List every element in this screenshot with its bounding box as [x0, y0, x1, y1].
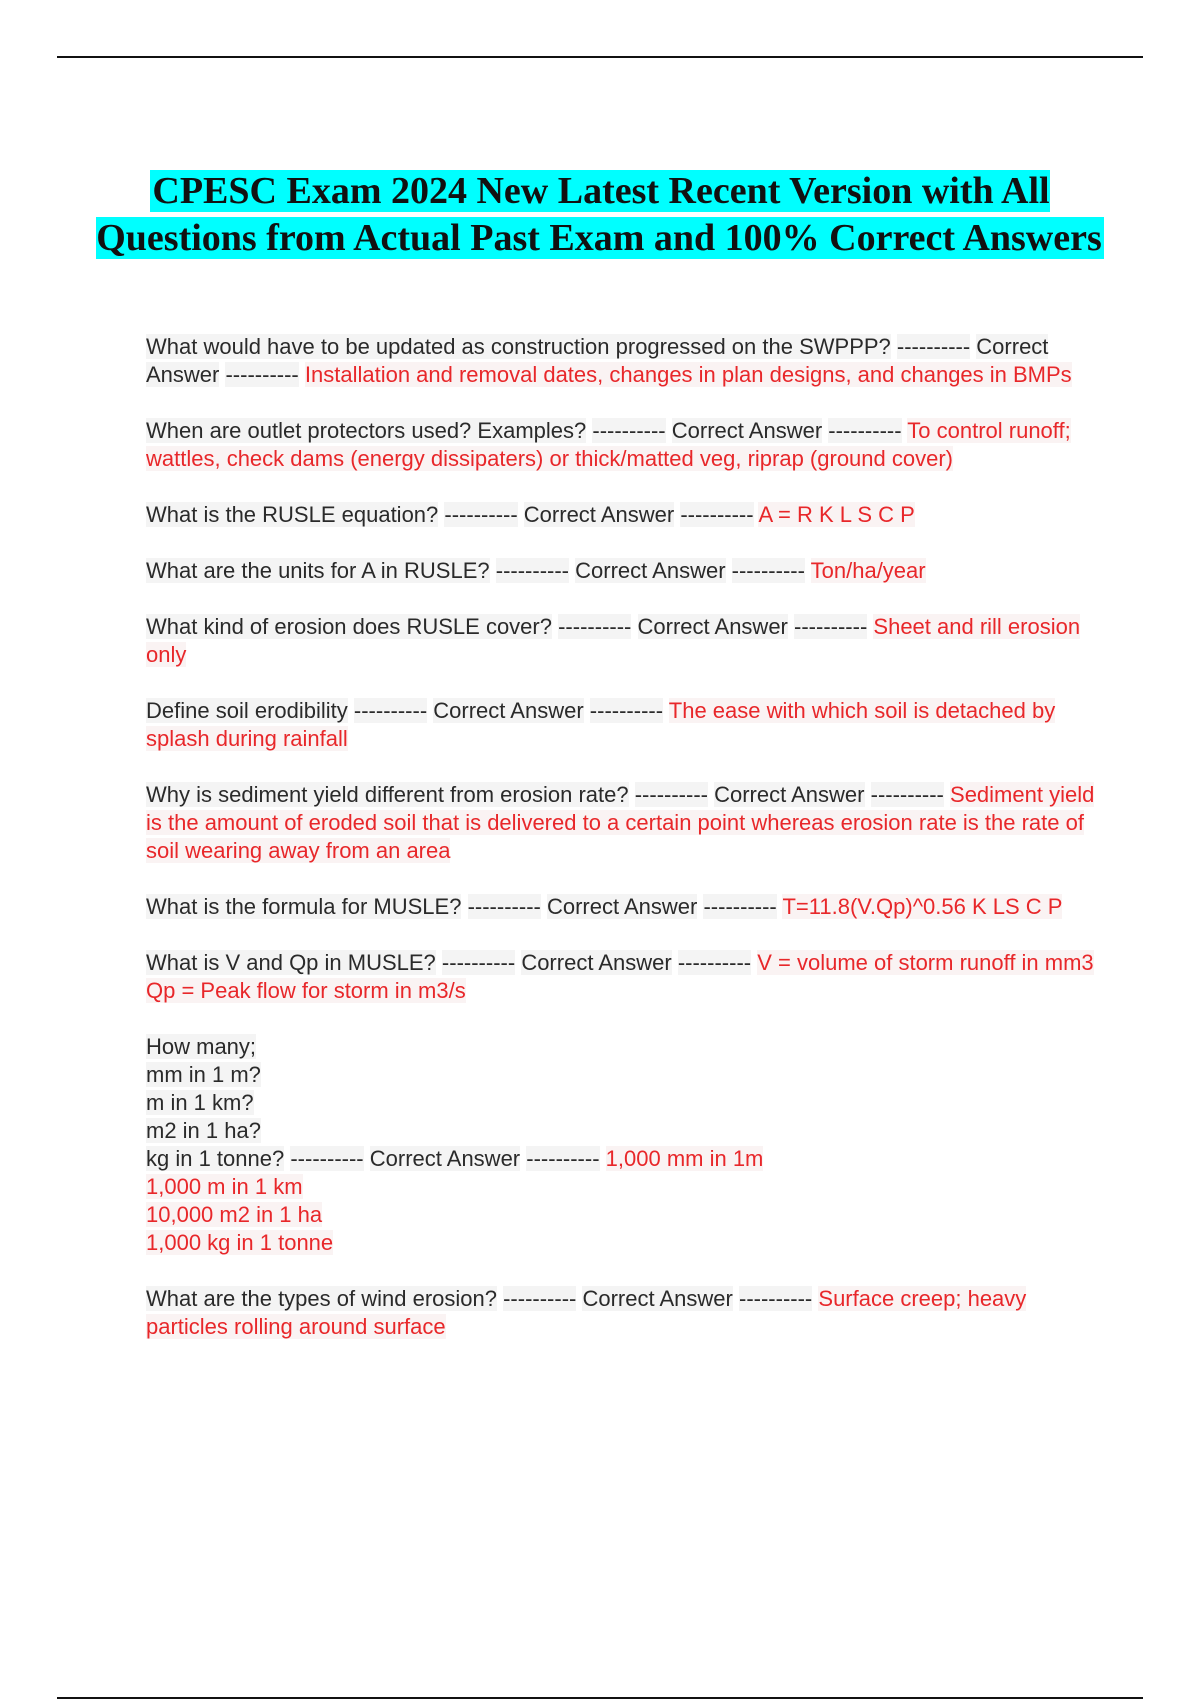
answer-label: Correct Answer	[521, 950, 672, 975]
answer-label: Correct Answer	[523, 502, 675, 527]
separator: ----------	[828, 418, 902, 443]
separator: ----------	[634, 782, 708, 807]
footer-rule	[57, 1697, 1143, 1699]
qa-item	[146, 1033, 1106, 1257]
question-text: How many; mm in 1 m? m in 1 km? m2 in 1 ha? kg in 1 tonne?	[146, 1034, 285, 1171]
separator: ----------	[703, 894, 777, 919]
answer-text: Installation and removal dates, changes in plan designs, and changes in BMPs	[304, 362, 1072, 387]
qa-item	[146, 781, 1106, 865]
answer-text: Sheet and rill erosion only	[146, 614, 1081, 667]
qa-item	[146, 333, 1106, 389]
answer-text: T=11.8(V.Qp)^0.56 K LS C P	[782, 894, 1063, 919]
separator: ----------	[503, 1286, 577, 1311]
answer-label: Correct Answer	[714, 782, 865, 807]
separator: ----------	[441, 950, 516, 975]
answer-label: Correct Answer	[433, 698, 584, 723]
separator: ----------	[290, 1146, 364, 1171]
separator: ----------	[526, 1146, 600, 1171]
answer-text: V = volume of storm runoff in mm3 Qp = Peak flow for storm in m3/s	[146, 950, 1094, 1003]
qa-item	[146, 1285, 1106, 1341]
separator: ----------	[739, 1286, 813, 1311]
qa-list	[146, 333, 1106, 1369]
answer-label: Correct Answer	[575, 558, 726, 583]
separator: ----------	[677, 950, 752, 975]
qa-item	[146, 501, 1106, 529]
title-highlight: CPESC Exam 2024 New Latest Recent Version with All Questions from Actual Past Exam and 100% Correct Answers	[96, 170, 1102, 260]
answer-label: Correct Answer	[146, 334, 1049, 387]
separator: ----------	[467, 894, 541, 919]
question-text: What is V and Qp in MUSLE?	[146, 950, 436, 975]
answer-label: Correct Answer	[582, 1286, 733, 1311]
separator: ----------	[870, 782, 944, 807]
separator: ----------	[225, 362, 299, 387]
separator: ----------	[558, 614, 632, 639]
answer-text: The ease with which soil is detached by splash during rainfall	[146, 698, 1056, 751]
answer-label: Correct Answer	[369, 1146, 521, 1171]
separator: ----------	[896, 334, 971, 359]
question-text: What is the formula for MUSLE?	[146, 894, 462, 919]
qa-item	[146, 949, 1106, 1005]
qa-item	[146, 697, 1106, 753]
separator: ----------	[731, 558, 805, 583]
answer-text: 1,000 mm in 1m 1,000 m in 1 km 10,000 m2 in 1 ha 1,000 kg in 1 tonne	[146, 1146, 764, 1255]
answer-label: Correct Answer	[671, 418, 823, 443]
question-text: What kind of erosion does RUSLE cover?	[146, 614, 552, 639]
separator: ----------	[444, 502, 518, 527]
question-text: When are outlet protectors used? Examples?	[146, 418, 587, 443]
question-text: Why is sediment yield different from erosion rate?	[146, 782, 629, 807]
separator: ----------	[495, 558, 570, 583]
qa-item	[146, 893, 1106, 921]
separator: ----------	[680, 502, 754, 527]
answer-label: Correct Answer	[637, 614, 788, 639]
question-text: What is the RUSLE equation?	[146, 502, 439, 527]
answer-text: Sediment yield is the amount of eroded soil that is delivered to a certain point whereas erosion rate is the rate of soil wearing away from an area	[146, 782, 1095, 863]
separator: ----------	[589, 698, 664, 723]
answer-text: To control runoff; wattles, check dams (energy dissipaters) or thick/matted veg, riprap (ground cover)	[146, 418, 1071, 471]
question-text: What are the types of wind erosion?	[146, 1286, 497, 1311]
qa-item	[146, 417, 1106, 473]
document-title	[90, 168, 1110, 262]
answer-label: Correct Answer	[546, 894, 698, 919]
question-text: What would have to be updated as construction progressed on the SWPPP?	[146, 334, 891, 359]
answer-text: Surface creep; heavy particles rolling around surface	[146, 1286, 1027, 1339]
answer-text: Ton/ha/year	[810, 558, 926, 583]
answer-text: A = R K L S C P	[758, 502, 915, 527]
separator: ----------	[592, 418, 666, 443]
qa-item	[146, 557, 1106, 585]
question-text: Define soil erodibility	[146, 698, 348, 723]
separator: ----------	[353, 698, 428, 723]
question-text: What are the units for A in RUSLE?	[146, 558, 490, 583]
separator: ----------	[794, 614, 868, 639]
header-rule	[57, 56, 1143, 58]
qa-item	[146, 613, 1106, 669]
